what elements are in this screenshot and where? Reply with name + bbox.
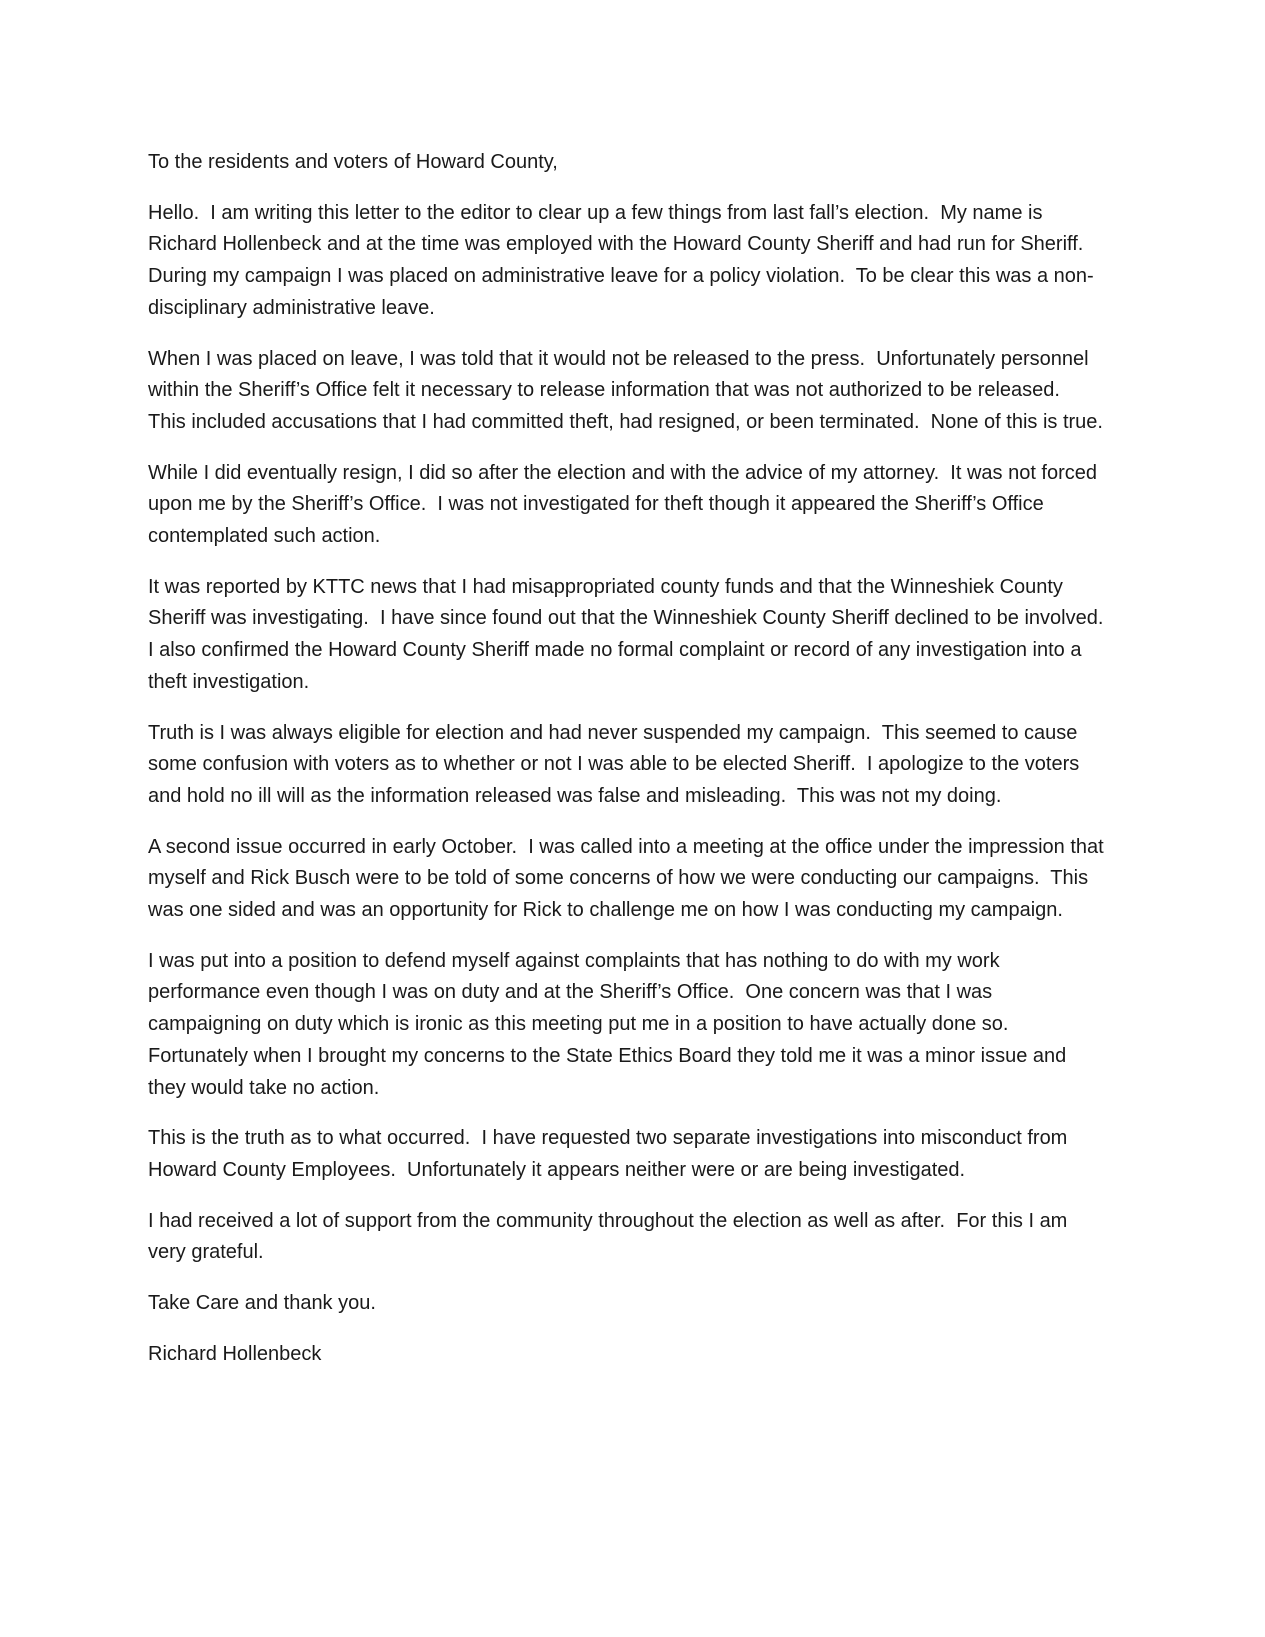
letter-body	[148, 147, 1115, 1390]
letter-salutation: To the residents and voters of Howard County,	[148, 151, 558, 173]
letter-paragraph: It was reported by KTTC news that I had misappropriated county funds and that the Winneshiek County Sheriff was investigating. I have since found out that the Winneshiek County Sheriff declined to be involved. I also confirmed the Howard County Sheriff made no formal complaint or record of any investigation into a theft investigation.	[148, 575, 1115, 693]
letter-paragraph: I had received a lot of support from the community throughout the election as well as after. For this I am very grateful.	[148, 1209, 1073, 1264]
letter-paragraph: Hello. I am writing this letter to the editor to clear up a few things from last fall’s election. My name is Richard Hollenbeck and at the time was employed with the Howard County Sheriff and had run for Sheriff. During my campaign I was placed on administrative leave for a policy violation. To be clear this was a non-disciplinary administrative leave.	[148, 201, 1095, 319]
letter-closing: Take Care and thank you.	[148, 1292, 376, 1315]
letter-paragraph: A second issue occurred in early October. I was called into a meeting at the office under the impression that myself and Rick Busch were to be told of some concerns of how we were conducting our campaigns. This was one sided and was an opportunity for Rick to challenge me on how I was conducting my campaign.	[148, 835, 1110, 922]
letter-paragraph: While I did eventually resign, I did so after the election and with the advice of my attorney. It was not forced upon me by the Sheriff’s Office. I was not investigated for theft though it appeared the Sheriff’s Office contemplated such action.	[148, 461, 1103, 548]
letter-paragraph: I was put into a position to defend myself against complaints that has nothing to do with my work performance even though I was on duty and at the Sheriff’s Office. One concern was that I was campaigning on duty which is ironic as this meeting put me in a position to have actually done so. Fortunately when I brought my concerns to the State Ethics Board they told me it was a minor issue and they would take no action.	[148, 949, 1072, 1099]
letter-paragraph: Truth is I was always eligible for election and had never suspended my campaign. This seemed to cause some confusion with voters as to whether or not I was able to be elected Sheriff. I apologize to the voters and hold no ill will as the information released was false and misleading. This was not my doing.	[148, 721, 1085, 807]
letter-signature: Richard Hollenbeck	[148, 1342, 322, 1365]
letter-paragraph: When I was placed on leave, I was told that it would not be released to the press. Unfortunately personnel within the Sheriff’s Office felt it necessary to release information that was not authorized to be released. This included accusations that I had committed theft, had resigned, or been terminated. None of this is true.	[148, 347, 1103, 433]
letter-paragraph: This is the truth as to what occurred. I have requested two separate investigations into misconduct from Howard County Employees. Unfortunately it appears neither were or are being investigated.	[148, 1127, 1073, 1181]
